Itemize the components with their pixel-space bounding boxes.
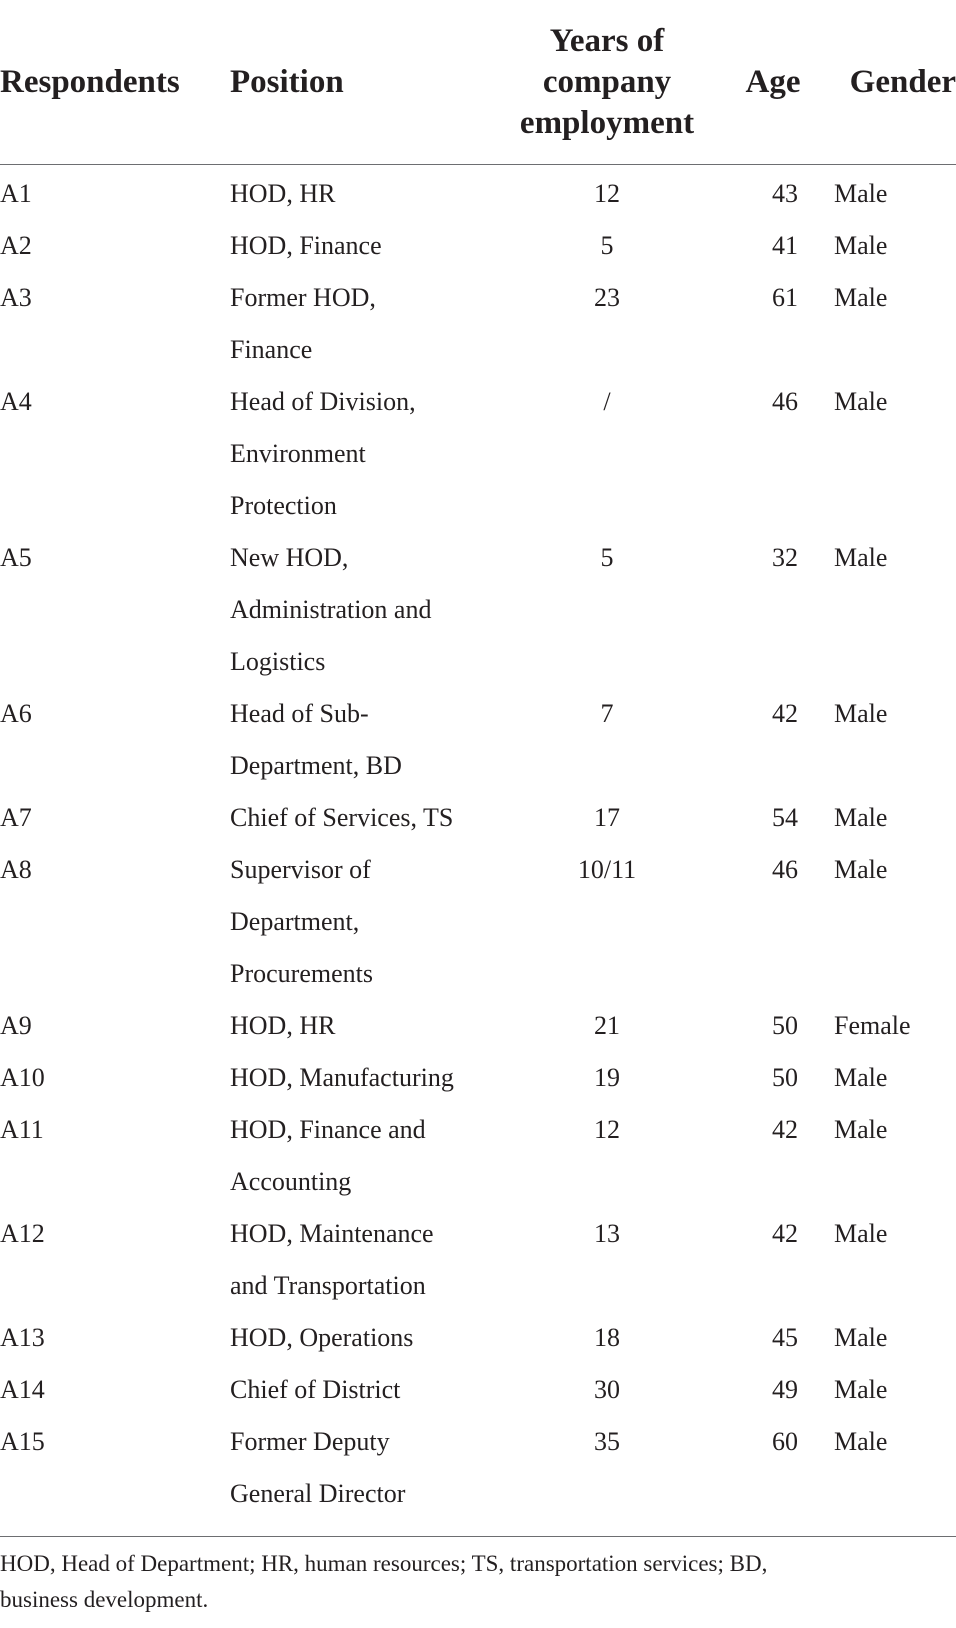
- table-row: [0, 1208, 956, 1312]
- cell-position: [230, 1052, 492, 1104]
- cell-age: [722, 1104, 824, 1208]
- position-line: HOD, HR: [230, 1011, 336, 1040]
- position-line: Former Deputy: [230, 1427, 390, 1456]
- position-line: HOD, HR: [230, 179, 336, 208]
- footnote-divider: [0, 1536, 956, 1537]
- position-line: Finance: [230, 335, 313, 364]
- position-line: Supervisor of: [230, 855, 371, 884]
- cell-years: /: [603, 387, 611, 416]
- table-row: [0, 1312, 956, 1364]
- position-line: HOD, Manufacturing: [230, 1063, 454, 1092]
- cell-age: [722, 1052, 824, 1104]
- cell-age: [722, 272, 824, 376]
- position-line: Head of Sub-: [230, 699, 369, 728]
- table-row: [0, 1364, 956, 1416]
- header-years: [492, 0, 722, 165]
- header-years-line: company: [542, 63, 672, 100]
- cell-age: [722, 165, 824, 221]
- cell-position: [230, 1312, 492, 1364]
- age-value: 50: [772, 1063, 798, 1092]
- position-line: HOD, Operations: [230, 1323, 414, 1352]
- cell-position: [230, 1416, 492, 1520]
- cell-age: [722, 792, 824, 844]
- cell-years: 5: [600, 231, 614, 260]
- cell-age: [722, 1000, 824, 1052]
- cell-age: [722, 844, 824, 1000]
- age-value: 41: [772, 231, 798, 260]
- cell-respondent: A13: [0, 1323, 45, 1352]
- cell-position: [230, 272, 492, 376]
- position-line: Administration and: [230, 595, 432, 624]
- cell-age: [722, 376, 824, 532]
- table-header: [0, 0, 956, 165]
- cell-respondent: A10: [0, 1063, 45, 1092]
- position-line: HOD, Finance and: [230, 1115, 426, 1144]
- cell-gender: Male: [834, 1427, 888, 1456]
- cell-respondent: A5: [0, 543, 32, 572]
- table-body: [0, 165, 956, 1521]
- cell-position: [230, 165, 492, 221]
- table-row: [0, 165, 956, 221]
- table-row: [0, 1000, 956, 1052]
- cell-respondent: A11: [0, 1115, 44, 1144]
- cell-gender: Male: [834, 803, 888, 832]
- cell-respondent: A4: [0, 387, 32, 416]
- cell-years: 17: [594, 803, 620, 832]
- cell-gender: Male: [834, 1115, 888, 1144]
- cell-position: [230, 1364, 492, 1416]
- cell-position: [230, 688, 492, 792]
- cell-position: [230, 1000, 492, 1052]
- header-years-line: employment: [519, 104, 695, 141]
- table-row: [0, 1104, 956, 1208]
- footnote-line: HOD, Head of Department; HR, human resources; TS, transportation services; BD,: [0, 1551, 768, 1576]
- cell-gender: Male: [834, 699, 888, 728]
- header-respondents: Respondents: [0, 0, 230, 165]
- cell-years: 18: [594, 1323, 620, 1352]
- cell-respondent: A2: [0, 231, 32, 260]
- position-line: New HOD,: [230, 543, 349, 572]
- position-line: Chief of Services, TS: [230, 803, 454, 832]
- position-line: Environment: [230, 439, 366, 468]
- cell-position: [230, 844, 492, 1000]
- cell-age: [722, 688, 824, 792]
- header-years-line: Years of: [549, 22, 665, 59]
- cell-position: [230, 1104, 492, 1208]
- footnote-line: business development.: [0, 1587, 209, 1612]
- cell-respondent: A14: [0, 1375, 45, 1404]
- age-value: 42: [772, 1115, 798, 1144]
- position-line: Head of Division,: [230, 387, 416, 416]
- cell-years: 13: [594, 1219, 620, 1248]
- age-value: 42: [772, 699, 798, 728]
- cell-respondent: A8: [0, 855, 32, 884]
- cell-years: 35: [594, 1427, 620, 1456]
- age-value: 60: [772, 1427, 798, 1456]
- cell-position: [230, 220, 492, 272]
- table-row: [0, 792, 956, 844]
- cell-gender: Male: [834, 283, 888, 312]
- position-line: Protection: [230, 491, 337, 520]
- cell-years: 21: [594, 1011, 620, 1040]
- table-row: [0, 844, 956, 1000]
- position-line: General Director: [230, 1479, 406, 1508]
- position-line: Chief of District: [230, 1375, 401, 1404]
- cell-gender: Male: [834, 543, 888, 572]
- age-value: 42: [772, 1219, 798, 1248]
- cell-respondent: A12: [0, 1219, 45, 1248]
- table-row: [0, 220, 956, 272]
- age-value: 43: [772, 179, 798, 208]
- position-line: Logistics: [230, 647, 326, 676]
- cell-position: [230, 376, 492, 532]
- age-value: 61: [772, 283, 798, 312]
- age-value: 45: [772, 1323, 798, 1352]
- cell-age: [722, 220, 824, 272]
- position-line: Former HOD,: [230, 283, 376, 312]
- cell-age: [722, 1364, 824, 1416]
- cell-gender: Male: [834, 1375, 888, 1404]
- header-position: Position: [230, 0, 492, 165]
- cell-years: 12: [594, 1115, 620, 1144]
- age-value: 49: [772, 1375, 798, 1404]
- header-row: [0, 0, 956, 165]
- position-line: and Transportation: [230, 1271, 426, 1300]
- cell-position: [230, 532, 492, 688]
- cell-years: 23: [594, 283, 620, 312]
- table-row: [0, 688, 956, 792]
- age-value: 54: [772, 803, 798, 832]
- cell-position: [230, 1208, 492, 1312]
- cell-gender: Male: [834, 1323, 888, 1352]
- cell-respondent: A9: [0, 1011, 32, 1040]
- cell-gender: Male: [834, 387, 888, 416]
- cell-gender: Male: [834, 179, 888, 208]
- table-row: [0, 1052, 956, 1104]
- cell-respondent: A6: [0, 699, 32, 728]
- table-row: [0, 272, 956, 376]
- cell-years: 12: [594, 179, 620, 208]
- table-footnote: [0, 1546, 950, 1618]
- cell-age: [722, 1312, 824, 1364]
- cell-respondent: A1: [0, 179, 32, 208]
- header-gender: Gender: [824, 0, 956, 165]
- position-line: HOD, Finance: [230, 231, 382, 260]
- cell-gender: Male: [834, 855, 888, 884]
- table-row: [0, 376, 956, 532]
- age-value: 46: [772, 387, 798, 416]
- position-line: Accounting: [230, 1167, 352, 1196]
- cell-years: 5: [600, 543, 614, 572]
- age-value: 46: [772, 855, 798, 884]
- age-value: 50: [772, 1011, 798, 1040]
- cell-respondent: A3: [0, 283, 32, 312]
- cell-years: 10/11: [577, 855, 637, 884]
- cell-gender: Male: [834, 1219, 888, 1248]
- age-value: 32: [772, 543, 798, 572]
- table-row: [0, 532, 956, 688]
- cell-gender: Male: [834, 1063, 888, 1092]
- cell-age: [722, 532, 824, 688]
- position-line: Department,: [230, 907, 360, 936]
- position-line: Department, BD: [230, 751, 402, 780]
- cell-gender: Male: [834, 231, 888, 260]
- position-line: HOD, Maintenance: [230, 1219, 434, 1248]
- cell-age: [722, 1416, 824, 1520]
- cell-gender: Female: [834, 1011, 911, 1040]
- header-age: Age: [722, 0, 824, 165]
- cell-age: [722, 1208, 824, 1312]
- cell-position: [230, 792, 492, 844]
- cell-years: 7: [600, 699, 614, 728]
- cell-respondent: A15: [0, 1427, 45, 1456]
- cell-years: 30: [594, 1375, 620, 1404]
- position-line: Procurements: [230, 959, 373, 988]
- cell-years: 19: [594, 1063, 620, 1092]
- cell-respondent: A7: [0, 803, 32, 832]
- table-row: [0, 1416, 956, 1520]
